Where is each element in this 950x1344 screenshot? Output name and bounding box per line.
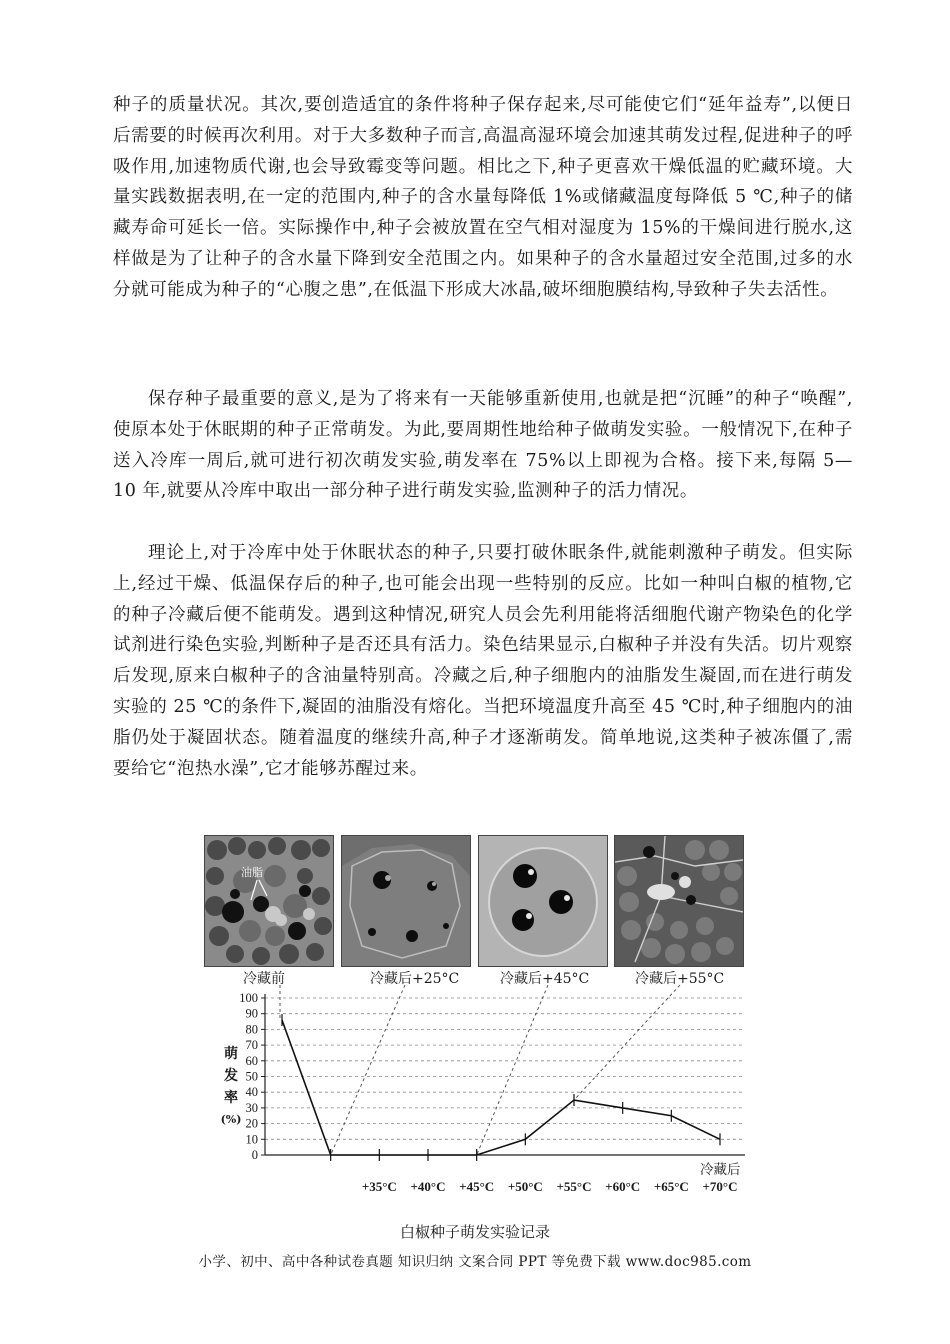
photo-label-before: 冷藏前 <box>243 971 285 987</box>
body-paragraph-2: 保存种子最重要的意义,是为了将来有一天能够重新使用,也就是把“沉睡”的种子“唤醒”,使原本处于休眠期的种子正常萌发。为此,要周期性地给种子做萌发实验。一般情况下,在种子送入冷库一周后,就可进行初次萌发实验,萌发率在 75%以上即视为合格。接下来,每隔 5—10 年,就要从冷库中取出一部分种子进行萌发实验,监测种子的活力情况。 <box>113 389 853 502</box>
photo-label-25c: 冷藏后+25°C <box>370 971 460 987</box>
body-paragraph-3: 理论上,对于冷库中处于休眠状态的种子,只要打破休眠条件,就能刺激种子萌发。但实际上,经过干燥、低温保存后的种子,也可能会出现一些特别的反应。比如一种叫白椒的植物,它的种子冷藏后便不能萌发。遇到这种情况,研究人员会先利用能将活细胞代谢产物染色的化学试剂进行染色实验,判断种子是否还具有活力。染色结果显示,白椒种子并没有失活。切片观察后发现,原来白椒种子的含油量特别高。冷藏之后,种子细胞内的油脂发生凝固,而在进行萌发实验的 25 ℃的条件下,凝固的油脂没有熔化。当把环境温度升高至 45 ℃时,种子细胞内的油脂仍处于凝固状态。随着温度的继续升高,种子才逐渐萌发。简单地说,这类种子被冻僵了,需要给它“泡热水澡”,它才能够苏醒过来。 <box>113 543 853 779</box>
y-tick-label: 10 <box>245 1132 258 1147</box>
x-tick-label: +45°C <box>459 1179 495 1194</box>
y-axis-label <box>218 1043 244 1131</box>
y-tick-label: 50 <box>245 1069 258 1084</box>
x-tick-label: +40°C <box>410 1179 446 1194</box>
x-tick-label: +70°C <box>702 1179 738 1194</box>
y-tick-label: 40 <box>245 1085 258 1100</box>
photo-label-45c: 冷藏后+45°C <box>500 971 590 987</box>
y-tick-label: 80 <box>245 1022 258 1037</box>
y-tick-label: 20 <box>245 1116 258 1131</box>
x-tick-label: +35°C <box>361 1179 397 1194</box>
y-label-char-3: 率 <box>224 1090 238 1106</box>
x-tick-label: +65°C <box>653 1179 689 1194</box>
photo-leader-line <box>331 985 405 1155</box>
y-tick-label: 100 <box>239 991 258 1005</box>
x-tick-label: +55°C <box>556 1179 592 1194</box>
x-tick-label: +50°C <box>507 1179 543 1194</box>
y-label-char-1: 萌 <box>224 1046 238 1062</box>
germination-rate-line <box>282 1020 720 1155</box>
y-label-char-2: 发 <box>224 1068 238 1084</box>
y-tick-label: 90 <box>245 1006 258 1021</box>
y-tick-label: 30 <box>245 1100 258 1115</box>
x-tick-label: +60°C <box>605 1179 641 1194</box>
page-footer: 小学、初中、高中各种试卷真题 知识归纳 文案合同 PPT 等免费下载 www.doc985.com <box>198 1254 752 1270</box>
photo-label-55c: 冷藏后+55°C <box>635 971 725 987</box>
y-tick-label: 70 <box>245 1038 258 1053</box>
x-axis-note: 冷藏后 <box>700 1162 741 1178</box>
body-paragraph-1: 种子的质量状况。其次,要创造适宜的条件将种子保存起来,尽可能使它们“延年益寿”,以便日后需要的时候再次利用。对于大多数种子而言,高温高湿环境会加速其萌发过程,促进种子的呼吸作用,加速物质代谢,也会导致霉变等问题。相比之下,种子更喜欢干燥低温的贮藏环境。大量实践数据表明,在一定的范围内,种子的含水量每降低 1%或储藏温度每降低 5 ℃,种子的储藏寿命可延长一倍。实际操作中,种子会被放置在空气相对湿度为 15%的干燥间进行脱水,这样做是为了让种子的含水量下降到安全范围之内。如果种子的含水量超过安全范围,过多的水分就可能成为种子的“心腹之患”,在低温下形成大冰晶,破坏细胞膜结构,导致种子失去活性。 <box>113 95 853 300</box>
y-label-unit: (%) <box>220 1113 242 1126</box>
oil-annotation: 油脂 <box>241 866 263 879</box>
photo-leader-line <box>574 985 680 1100</box>
y-tick-label: 60 <box>245 1053 258 1068</box>
y-tick-label: 0 <box>251 1148 258 1162</box>
figure-caption: 白椒种子萌发实验记录 <box>399 1223 550 1241</box>
